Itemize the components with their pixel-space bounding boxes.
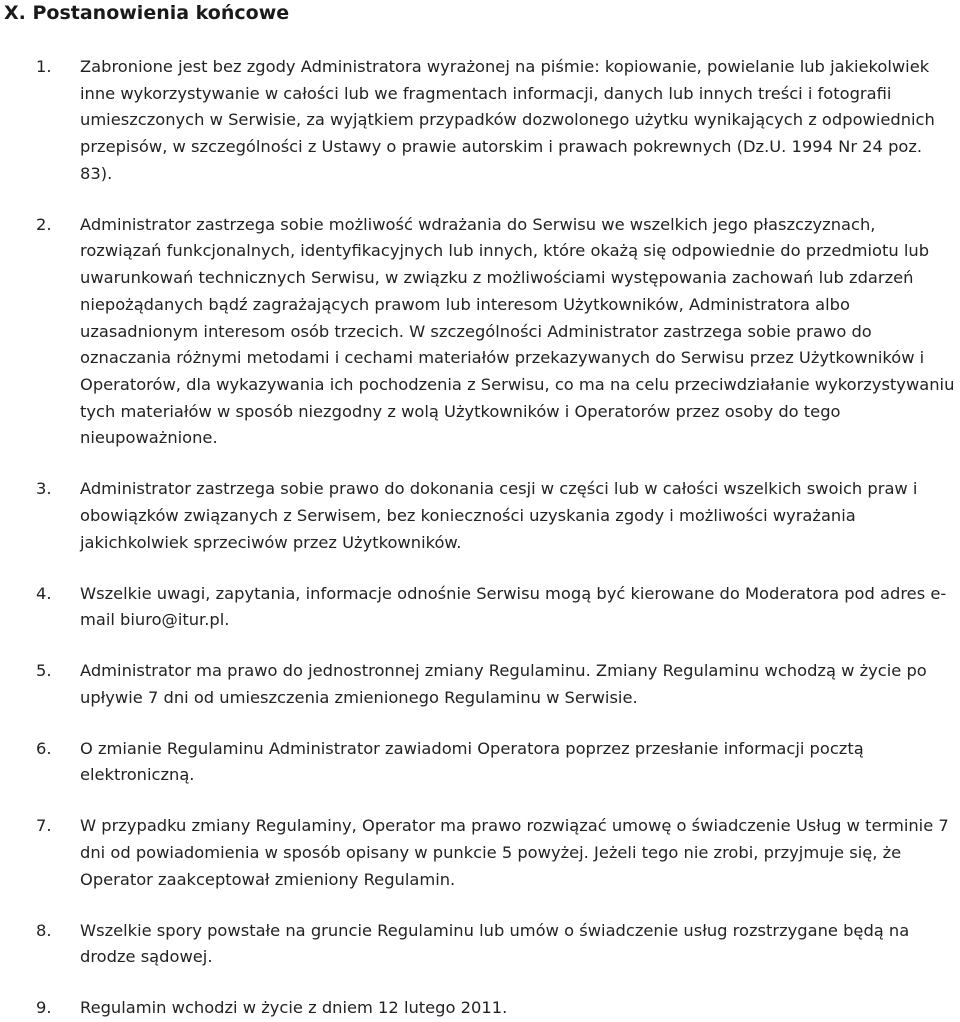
item-number: 4. (36, 583, 52, 603)
list-item (0, 813, 960, 893)
list-item (0, 736, 960, 789)
item-number: 1. (36, 57, 52, 76)
provisions-list (0, 54, 960, 1022)
item-text: Administrator ma prawo do jednostronnej zmiany Regulaminu. Zmiany Regulaminu wchodzą w życie po upływie 7 dni od umieszczenia zmienionego Regulaminu w Serwisie. (80, 661, 927, 707)
item-number: 5. (36, 661, 52, 681)
item-text: Wszelkie uwagi, zapytania, informacje odnośnie Serwisu mogą być kierowane do Moderatora pod adres e-mail biuro@itur.pl. (80, 583, 947, 630)
item-text: Zabronione jest bez zgody Administratora wyrażonej na piśmie: kopiowanie, powielanie lub jakiekolwiek inne wykorzystywanie w całości lub we fragmentach informacji, danych lub innych treści i fotografii umieszczonych w Serwisie, za wyjątkiem przypadków dozwolonego użytku wynikających z odpowiednich przepisów, w szczególności z Ustawy o prawie autorskim i prawach pokrewnych (Dz.U. 1994 Nr 24 poz. 83). (80, 57, 935, 183)
section-title: X. Postanowienia końcowe (4, 2, 290, 24)
list-item (0, 54, 960, 188)
item-number: 7. (36, 816, 52, 836)
item-text: W przypadku zmiany Regulaminy, Operator ma prawo rozwiązać umowę o świadczenie Usług w terminie 7 dni od powiadomienia w sposób opisany w punkcie 5 powyżej. Jeżeli tego nie zrobi, przyjmuje się, że Operator zaakceptował zmieniony Regulamin. (80, 816, 949, 889)
item-text: Wszelkie spory powstałe na gruncie Regulaminu lub umów o świadczenie usług rozstrzygane będą na drodze sądowej. (80, 920, 910, 967)
list-item (0, 212, 960, 452)
item-text: O zmianie Regulaminu Administrator zawiadomi Operatora poprzez przesłanie informacji pocztą elektroniczną. (80, 738, 864, 785)
list-item (0, 995, 960, 1022)
item-number: 6. (36, 738, 52, 758)
list-item (0, 658, 960, 711)
item-text: Administrator zastrzega sobie prawo do dokonania cesji w części lub w całości wszelkich swoich praw i obowiązków związanych z Serwisem, bez konieczności uzyskania zgody i możliwości wyrażania jakichkolwiek sprzeciwów przez Użytkowników. (80, 479, 918, 552)
item-number: 9. (36, 998, 52, 1018)
item-number: 2. (36, 214, 52, 234)
item-number: 8. (36, 920, 52, 940)
item-number: 3. (36, 479, 52, 499)
item-text: Administrator zastrzega sobie możliwość wdrażania do Serwisu we wszelkich jego płaszczyznach, rozwiązań funkcjonalnych, identyfikacyjnych lub innych, które okażą się odpowiednie do przedmiotu lub uwarunkowań technicznych Serwisu, w związku z możliwościami występowania zachowań lub zdarzeń niepożądanych bądź zagrażających prawom lub interesom Użytkowników, Administratora albo uzasadnionym interesom osób trzecich. W szczególności Administrator zastrzega sobie prawo do oznaczania różnymi metodami i cechami materiałów przekazywanych do Serwisu przez Użytkowników i Operatorów, dla wykazywania ich pochodzenia z Serwisu, co ma na celu przeciwdziałanie wykorzystywaniu tych materiałów w sposób niezgodny z wolą Użytkowników i Operatorów przez osoby do tego nieupoważnione. (80, 214, 955, 448)
list-item (0, 918, 960, 971)
list-item (0, 581, 960, 634)
item-text: Regulamin wchodzi w życie z dniem 12 lutego 2011. (80, 998, 508, 1018)
list-item (0, 476, 960, 556)
